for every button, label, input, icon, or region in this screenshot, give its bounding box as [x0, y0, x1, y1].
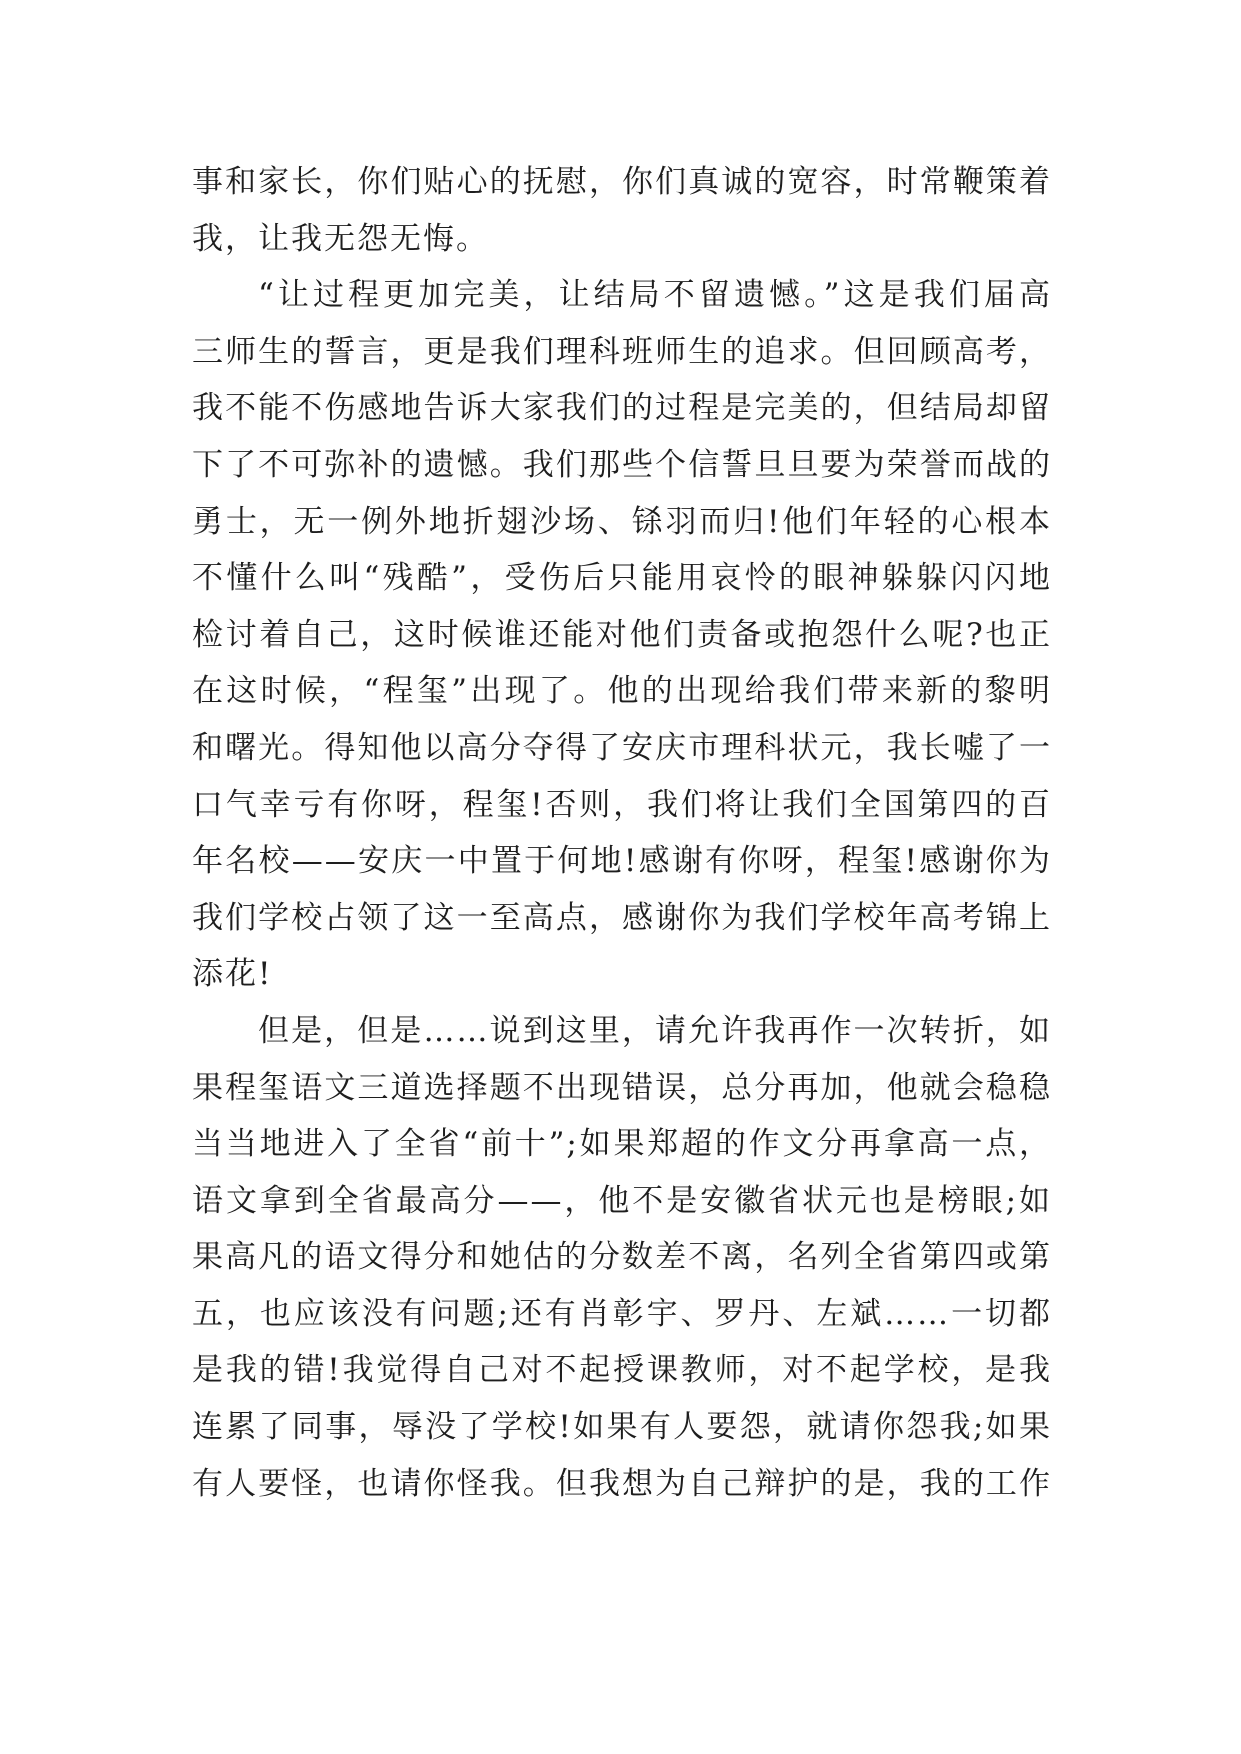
text-line: 下了不可弥补的遗憾。我们那些个信誓旦旦要为荣誉而战的 — [192, 446, 1052, 483]
text-line: 我不能不伤感地告诉大家我们的过程是完美的，但结局却留 — [192, 390, 1052, 427]
text-line: 不懂什么叫“残酷”，受伤后只能用哀怜的眼神躲躲闪闪地 — [192, 560, 1052, 597]
text-line: 和曙光。得知他以高分夺得了安庆市理科状元，我长嘘了一 — [192, 729, 1052, 766]
body-text — [192, 154, 1052, 1512]
text-line: 当当地进入了全省“前十”;如果郑超的作文分再拿高一点， — [192, 1126, 1052, 1163]
text-line: 有人要怪，也请你怪我。但我想为自己辩护的是，我的工作 — [192, 1465, 1052, 1502]
text-line: 年名校——安庆一中置于何地!感谢有你呀，程玺!感谢你为 — [192, 843, 1052, 880]
text-line: 添花! — [192, 956, 273, 993]
text-line: 果高凡的语文得分和她估的分数差不离，名列全省第四或第 — [192, 1239, 1052, 1276]
text-line: 三师生的誓言，更是我们理科班师生的追求。但回顾高考， — [192, 333, 1052, 370]
text-line: 连累了同事，辱没了学校!如果有人要怨，就请你怨我;如果 — [192, 1409, 1052, 1446]
text-line: 检讨着自己，这时候谁还能对他们责备或抱怨什么呢?也正 — [192, 616, 1052, 653]
text-line: 五，也应该没有问题;还有肖彰宇、罗丹、左斌……一切都 — [192, 1295, 1052, 1332]
text-line: 事和家长，你们贴心的抚慰，你们真诚的宽容，时常鞭策着 — [192, 164, 1052, 200]
text-line: 语文拿到全省最高分——，他不是安徽省状元也是榜眼;如 — [192, 1182, 1052, 1219]
text-line: 口气幸亏有你呀，程玺!否则，我们将让我们全国第四的百 — [192, 786, 1052, 823]
paragraph-first-line: 但是，但是……说到这里，请允许我再作一次转折，如 — [258, 1012, 1052, 1049]
text-line: 我们学校占领了这一至高点，感谢你为我们学校年高考锦上 — [192, 899, 1052, 936]
paragraph-first-line: “让过程更加完美，让结局不留遗憾。”这是我们届高 — [258, 277, 1052, 314]
text-line: 是我的错!我觉得自己对不起授课教师，对不起学校，是我 — [192, 1352, 1052, 1389]
text-line: 我，让我无怨无悔。 — [192, 220, 489, 257]
text-line: 勇士，无一例外地折翅沙场、铩羽而归!他们年轻的心根本 — [192, 503, 1052, 540]
text-line: 在这时候，“程玺”出现了。他的出现给我们带来新的黎明 — [192, 673, 1052, 710]
text-line: 果程玺语文三道选择题不出现错误，总分再加，他就会稳稳 — [192, 1069, 1052, 1106]
